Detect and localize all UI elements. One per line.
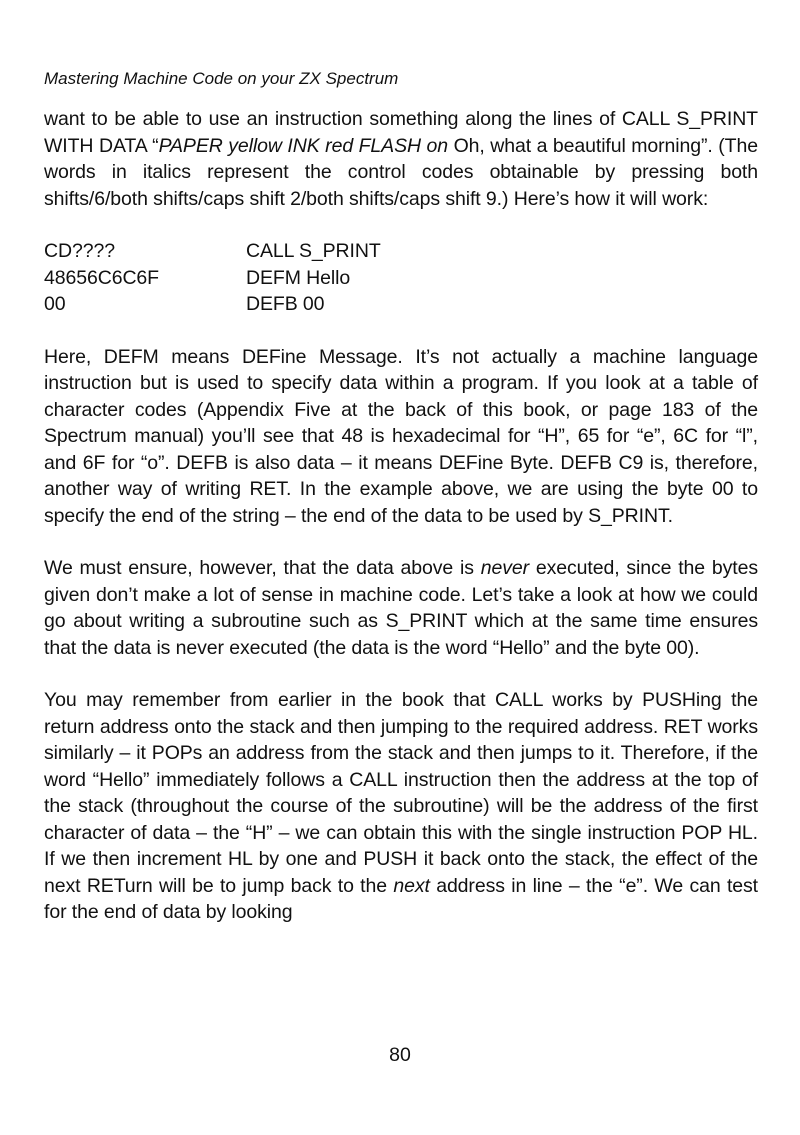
paragraph-intro [44, 106, 758, 212]
paragraph-call-stack-emphasis: next [393, 874, 430, 897]
paragraph-never-executed [44, 555, 758, 661]
paragraph-defm-explanation: Here, DEFM means DEFine Message. It’s not actually a machine language instruction but is used to specify data within a program. If you look at a table of character codes (Appendix Five at the back of this book, or page 183 of the Spectrum manual) you’ll see that 48 is hexadecimal for “H”, 65 for “e”, 6C for “l”, and 6F for “o”. DEFB is also data – it means DEFine Byte. DEFB C9 is, therefore, another way of writing RET. In the example above, we are using the byte 00 to specify the end of the string – the end of the data to be used by S_PRINT. [44, 345, 758, 527]
code-listing [44, 238, 758, 318]
code-row [44, 238, 758, 265]
paragraph-never-executed-emphasis: never [480, 557, 530, 579]
running-header: Mastering Machine Code on your ZX Spectrum [44, 69, 399, 88]
code-mnemonic: DEFB 00 [246, 293, 325, 315]
code-mnemonic: DEFM Hello [246, 266, 351, 289]
code-hex-bytes: CD???? [44, 240, 115, 262]
code-hex-bytes: 00 [44, 293, 66, 315]
code-row [44, 291, 758, 318]
code-row [44, 265, 758, 292]
paragraph-never-executed-text: We must ensure, however, that the data above is [44, 557, 481, 579]
page-number: 80 [389, 1044, 411, 1066]
paragraph-call-stack [44, 687, 758, 926]
paragraph-intro-control-codes: PAPER yellow INK red FLASH on [158, 134, 449, 157]
paragraph-call-stack-text-end: address in line – the “e”. We can test for the end of data by looking [44, 874, 758, 923]
code-hex-bytes: 48656C6C6F [44, 266, 159, 289]
code-mnemonic: CALL S_PRINT [246, 240, 381, 262]
paragraph-call-stack-text: You may remember from earlier in the book that CALL works by PUSHing the return address onto the stack and then jumping to the required address. RET works similarly – it POPs an address from the stack and then jumps to it. Therefore, if the word “Hello” immediately follows a CALL instruction then the address at the top of the stack (throughout the course of the subroutine) will be the address of the first character of data – the “H” – we can obtain this with the single instruction POP HL. If we then increment HL by one and PUSH it back onto the stack, the effect of the next RETurn will be to jump back to the [44, 689, 758, 897]
paragraph-intro-text: want to be able to use an instruction something along the lines of CALL S_PRINT WITH DATA “ [44, 108, 758, 157]
paragraph-intro-text-end: Oh, what a beautiful morning”. (The words in italics represent the control codes obtainable by pressing both shifts/6/both shifts/caps shift 2/both shifts/caps shift 9.) Here’s how it will work: [44, 134, 758, 210]
page-body [44, 106, 758, 926]
paragraph-never-executed-text-end: executed, since the bytes given don’t make a lot of sense in machine code. Let’s take a look at how we could go about writing a subroutine such as S_PRINT which at the same time ensures that the data is never executed (the data is the word “Hello” and the byte 00). [44, 557, 758, 659]
